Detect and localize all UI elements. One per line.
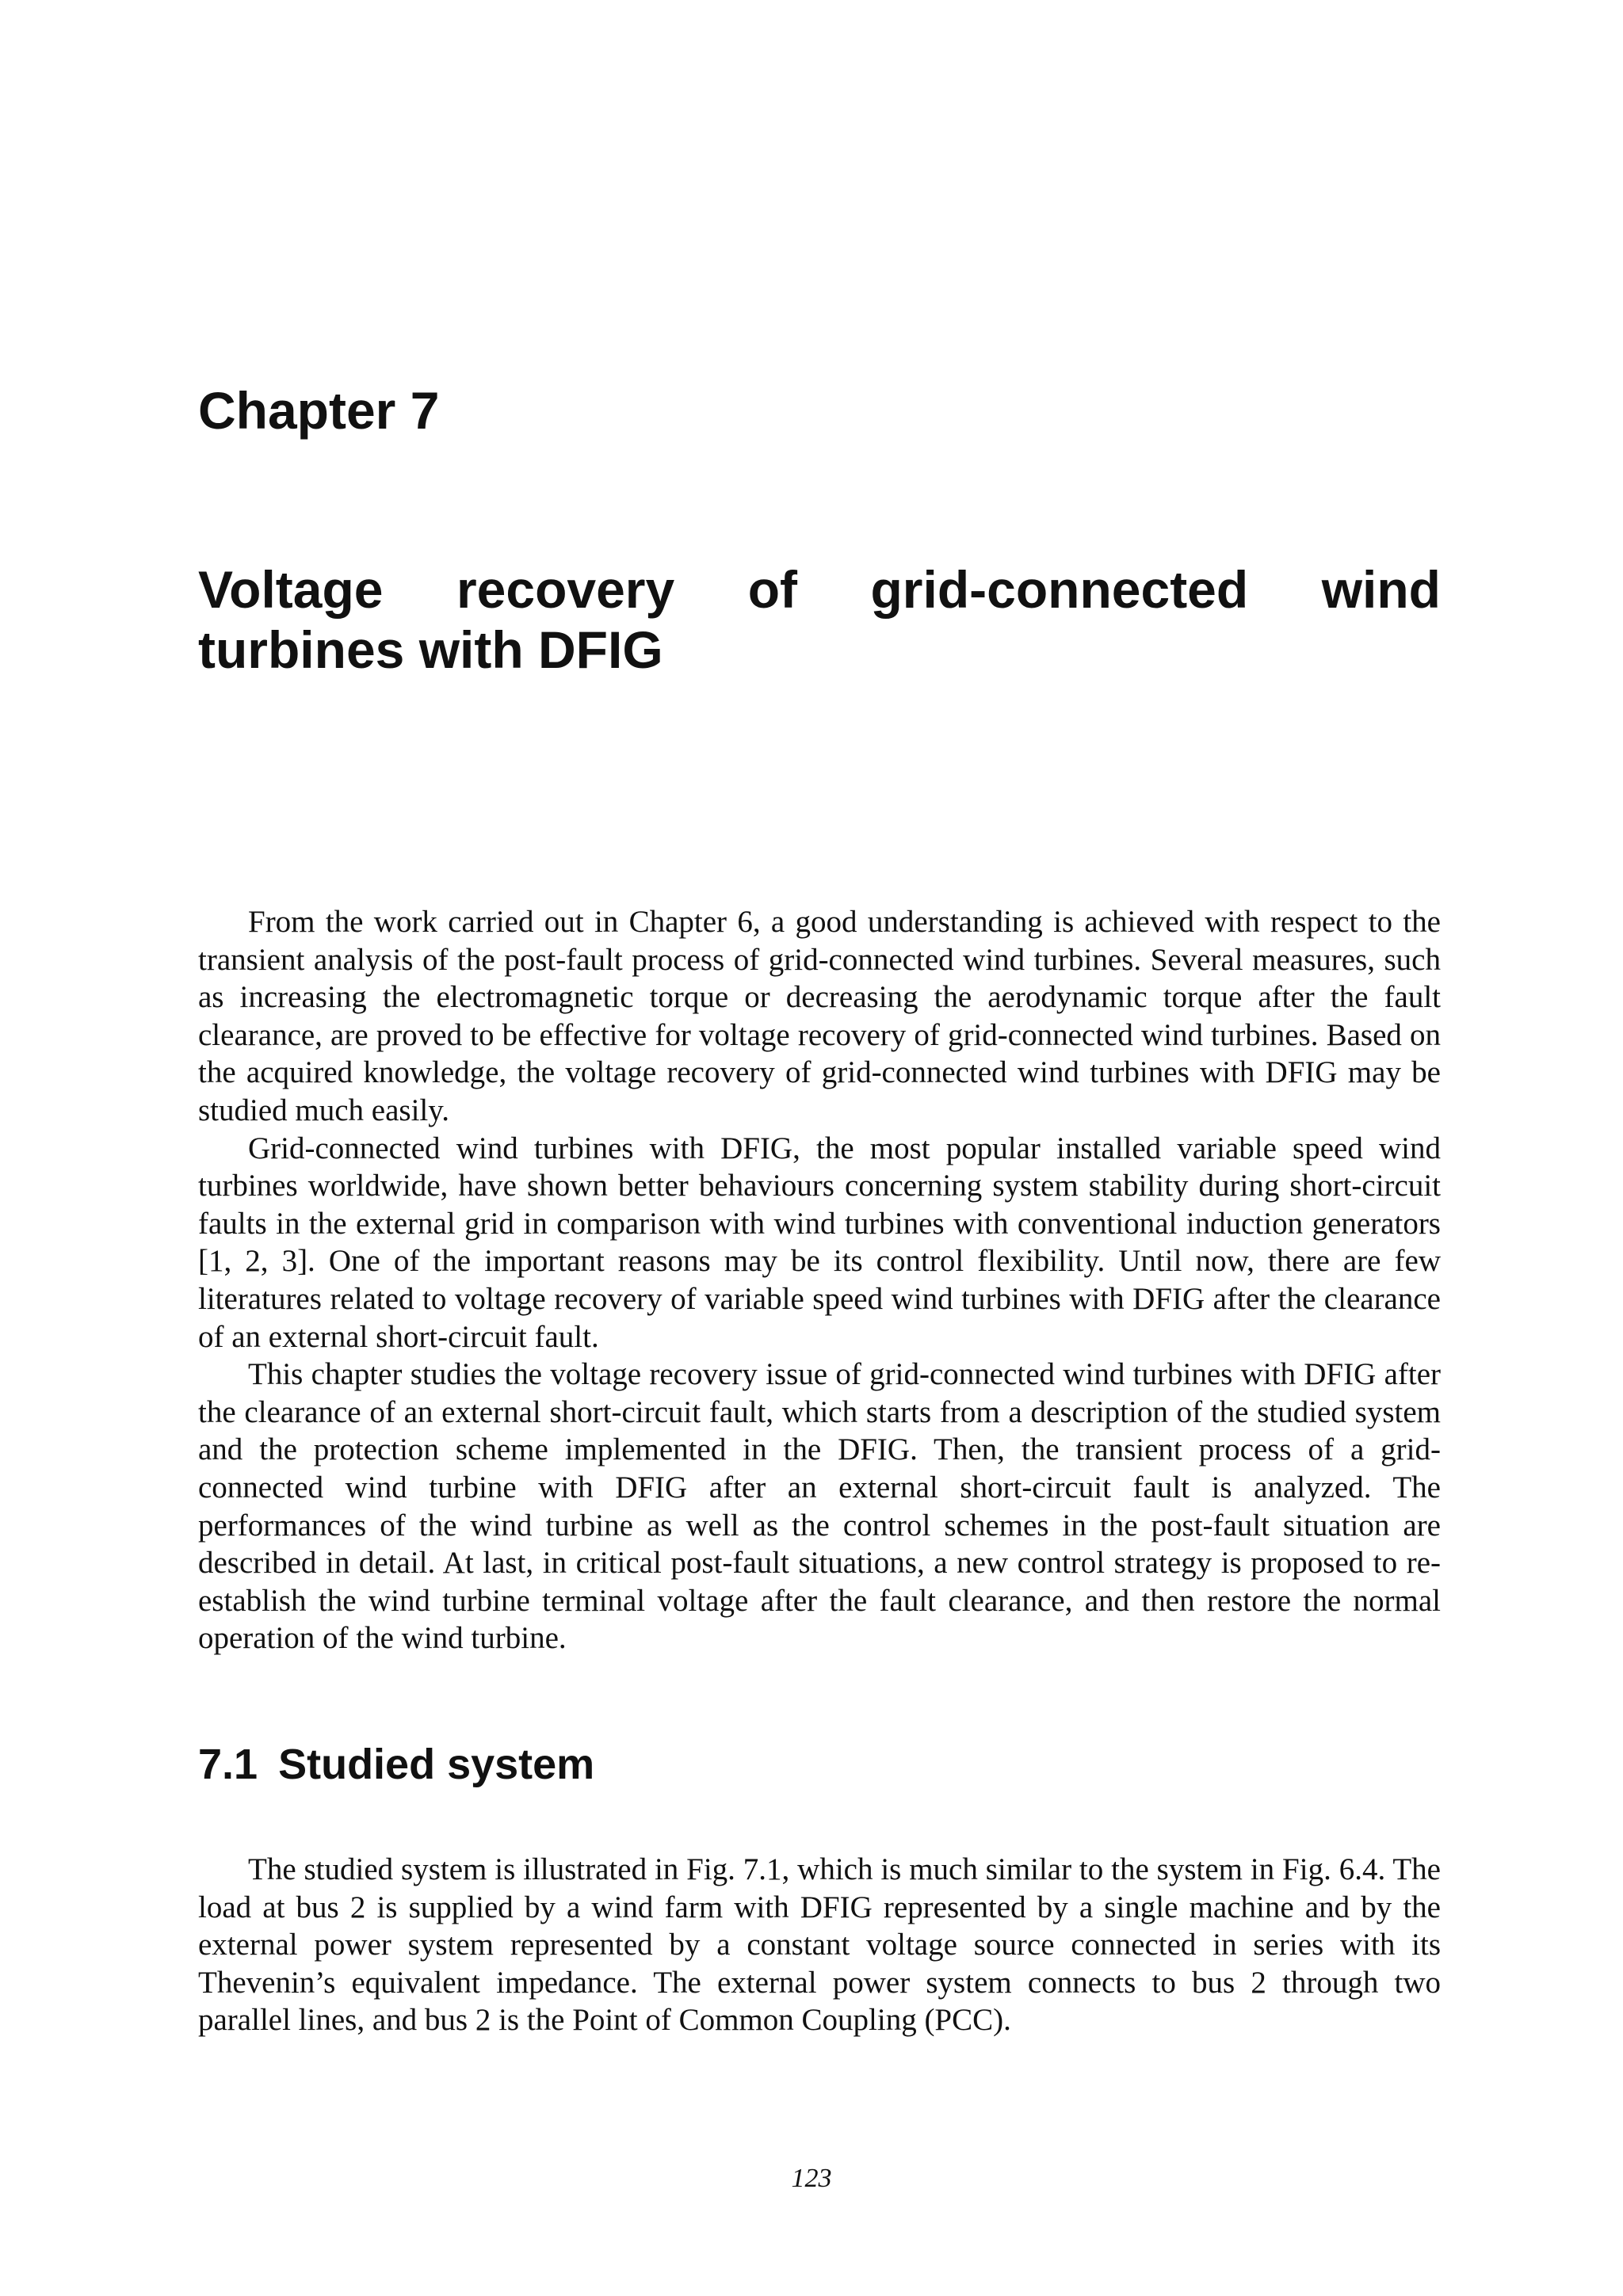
intro-paragraph-2: Grid-connected wind turbines with DFIG, the most popular installed variable speed wind turbines worldwide, have shown better behaviours concerning system stability during short-circuit faults in the external grid in comparison with wind turbines with conventional induction generators [1, 2, 3]. One of the important reasons may be its control flexibility. Until now, there are few literatures related to voltage recovery of variable speed wind turbines with DFIG after the clearance of an external short-circuit fault.	[198, 1131, 1441, 1354]
intro-paragraph-1: From the work carried out in Chapter 6, a good understanding is achieved with respect to the transient analysis of the post-fault process of grid-connected wind turbines. Several measures, such as increasing the electromagnetic torque or decreasing the aerodynamic torque after the fault clearance, are proved to be effective for voltage recovery of grid-connected wind turbines. Based on the acquired knowledge, the voltage recovery of grid-connected wind turbines with DFIG may be studied much easily.	[198, 905, 1441, 1127]
section-title: Studied system	[278, 1741, 595, 1788]
page-number: 123	[791, 2164, 832, 2193]
section-paragraph: The studied system is illustrated in Fig. 7.1, which is much similar to the system in Fig. 6.4. The load at bus 2 is supplied by a wind farm with DFIG represented by a single machine and by the external power system represented by a constant voltage source connected in series with its Thevenin’s equivalent impedance. The external power system connects to bus 2 through two parallel lines, and bus 2 is the Point of Common Coupling (PCC).	[198, 1852, 1441, 2038]
chapter-introduction	[198, 903, 1441, 1657]
intro-paragraph-3: This chapter studies the voltage recovery issue of grid-connected wind turbines with DFIG after the clearance of an external short-circuit fault, which starts from a description of the studied system and the protection scheme implemented in the DFIG. Then, the transient process of a grid-connected wind turbine with DFIG after an external short-circuit fault is analyzed. The performances of the wind turbine as well as the control schemes in the post-fault situation are described in detail. At last, in critical post-fault situations, a new control strategy is proposed to re-establish the wind turbine terminal voltage after the fault clearance, and then restore the normal operation of the wind turbine.	[198, 1357, 1441, 1656]
chapter-title-line-1: Voltage recovery of grid-connected wind	[198, 560, 1441, 619]
chapter-title	[198, 559, 1441, 680]
chapter-title-line-2: turbines with DFIG	[198, 620, 663, 679]
chapter-label: Chapter 7	[198, 381, 440, 440]
section-heading	[198, 1737, 594, 1792]
section-body	[198, 1851, 1441, 2039]
section-number: 7.1	[198, 1741, 258, 1788]
